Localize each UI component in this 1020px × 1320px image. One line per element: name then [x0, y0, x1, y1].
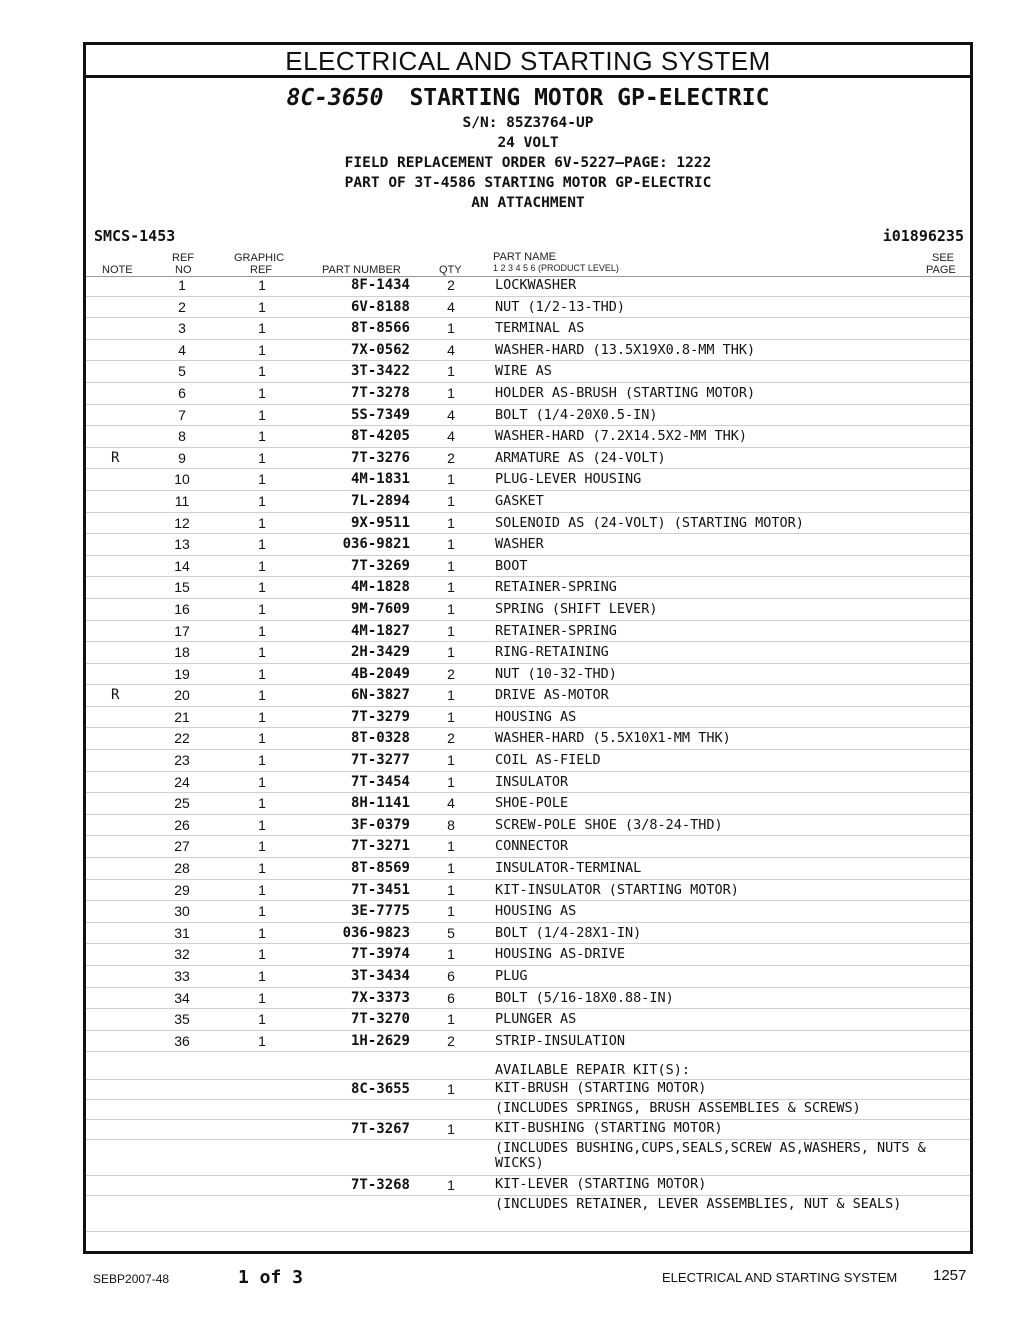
- table-row: [86, 858, 970, 880]
- kit-part-number: 7T-3267: [350, 1121, 410, 1137]
- kit-detail: (INCLUDES RETAINER, LEVER ASSEMBLIES, NUT & SEALS): [495, 1196, 902, 1212]
- row-ref-no: 28: [174, 860, 190, 877]
- kit-detail-row: [86, 1100, 970, 1120]
- table-row: [86, 750, 970, 772]
- document-id: i01896235: [882, 227, 964, 245]
- row-part-number: 7T-3278: [350, 384, 410, 401]
- row-qty: 2: [447, 1032, 455, 1049]
- row-part-number: 036-9823: [342, 924, 410, 941]
- row-ref-no: 16: [174, 600, 190, 617]
- row-qty: 1: [447, 600, 455, 617]
- kit-part-number: 7T-3268: [350, 1177, 410, 1193]
- row-ref-no: 26: [174, 816, 190, 833]
- col-part-name: PART NAME: [493, 251, 556, 263]
- row-graphic-ref: 1: [258, 730, 266, 747]
- table-row: [86, 383, 970, 405]
- row-qty: 1: [447, 903, 455, 920]
- row-part-name: WASHER-HARD (13.5X19X0.8-MM THK): [495, 341, 756, 358]
- row-qty: 6: [447, 989, 455, 1006]
- row-part-name: RING-RETAINING: [495, 644, 609, 661]
- row-qty: 1: [447, 384, 455, 401]
- table-row: [86, 340, 970, 362]
- table-row: [86, 534, 970, 556]
- table-row: [86, 901, 970, 923]
- col-product-level: 1 2 3 4 5 6 (PRODUCT LEVEL): [493, 263, 619, 273]
- kit-row: [86, 1080, 970, 1100]
- col-ref-top: REF: [172, 252, 194, 264]
- row-ref-no: 23: [174, 752, 190, 769]
- table-row: [86, 664, 970, 686]
- col-gref-top: GRAPHIC: [234, 252, 285, 264]
- row-graphic-ref: 1: [258, 708, 266, 725]
- row-ref-no: 12: [174, 514, 190, 531]
- footer-document-number: SEBP2007-48: [93, 1272, 170, 1286]
- row-qty: 1: [447, 363, 455, 380]
- table-row: [86, 793, 970, 815]
- parts-header: [86, 85, 970, 213]
- row-graphic-ref: 1: [258, 903, 266, 920]
- row-graphic-ref: 1: [258, 536, 266, 553]
- row-graphic-ref: 1: [258, 968, 266, 984]
- row-qty: 1: [447, 644, 455, 661]
- row-qty: 1: [447, 946, 455, 963]
- row-ref-no: 30: [174, 903, 190, 920]
- row-qty: 6: [447, 968, 455, 984]
- row-graphic-ref: 1: [258, 557, 266, 574]
- row-part-number: 8F-1434: [350, 277, 410, 293]
- row-qty: 1: [447, 1011, 455, 1028]
- row-part-number: 8T-8569: [350, 860, 410, 877]
- row-graphic-ref: 1: [258, 449, 266, 466]
- row-part-name: WASHER-HARD (5.5X10X1-MM THK): [495, 730, 731, 747]
- row-ref-no: 19: [174, 665, 190, 682]
- row-graphic-ref: 1: [258, 363, 266, 380]
- table-row: [86, 448, 970, 470]
- table-row: [86, 642, 970, 664]
- row-part-number: 8H-1141: [350, 795, 410, 812]
- table-row: [86, 772, 970, 794]
- row-part-number: 2H-3429: [350, 644, 410, 661]
- parts-page-frame: [83, 42, 973, 1254]
- kit-detail: (INCLUDES BUSHING,CUPS,SEALS,SCREW AS,WASHERS, NUTS & WICKS): [495, 1140, 926, 1171]
- row-qty: 1: [447, 773, 455, 790]
- row-qty: 1: [447, 622, 455, 639]
- row-part-number: 7T-3451: [350, 881, 410, 898]
- row-graphic-ref: 1: [258, 795, 266, 812]
- row-part-name: BOLT (1/4-28X1-IN): [495, 924, 642, 941]
- row-part-number: 8T-4205: [350, 428, 410, 445]
- kits-heading-row: [86, 1050, 970, 1080]
- kit-part-number: 8C-3655: [350, 1081, 410, 1097]
- row-qty: 1: [447, 860, 455, 877]
- table-row: [86, 469, 970, 491]
- row-part-number: 7T-3454: [350, 773, 410, 790]
- row-ref-no: 32: [174, 946, 190, 963]
- table-row: [86, 275, 970, 297]
- table-row: [86, 707, 970, 729]
- kit-name: KIT-BRUSH (STARTING MOTOR): [495, 1080, 707, 1096]
- row-part-number: 8T-0328: [350, 730, 410, 747]
- table-row: [86, 318, 970, 340]
- row-qty: 2: [447, 665, 455, 682]
- row-ref-no: 17: [174, 622, 190, 639]
- row-qty: 1: [447, 708, 455, 725]
- row-note: R: [111, 687, 120, 704]
- row-part-name: BOLT (5/16-18X0.88-IN): [495, 989, 674, 1006]
- group-part-number: 8C-3650: [286, 85, 384, 111]
- table-row: [86, 426, 970, 448]
- row-graphic-ref: 1: [258, 406, 266, 423]
- row-graphic-ref: 1: [258, 687, 266, 704]
- row-graphic-ref: 1: [258, 320, 266, 337]
- table-row: [86, 599, 970, 621]
- row-ref-no: 18: [174, 644, 190, 661]
- row-graphic-ref: 1: [258, 665, 266, 682]
- row-qty: 1: [447, 536, 455, 553]
- kit-qty: 1: [447, 1121, 455, 1137]
- row-part-name: PLUG: [495, 968, 528, 984]
- row-part-number: 1H-2629: [350, 1032, 410, 1049]
- row-part-name: SPRING (SHIFT LEVER): [495, 600, 658, 617]
- row-part-name: INSULATOR-TERMINAL: [495, 860, 642, 877]
- row-part-number: 7X-0562: [350, 341, 410, 358]
- row-part-name: RETAINER-SPRING: [495, 579, 617, 596]
- row-graphic-ref: 1: [258, 492, 266, 509]
- row-graphic-ref: 1: [258, 600, 266, 617]
- table-row: [86, 944, 970, 966]
- row-part-name: DRIVE AS-MOTOR: [495, 687, 609, 704]
- row-part-number: 5S-7349: [350, 406, 410, 423]
- row-qty: 2: [447, 277, 455, 293]
- row-ref-no: 3: [178, 320, 186, 337]
- row-part-name: COIL AS-FIELD: [495, 752, 601, 769]
- row-qty: 5: [447, 924, 455, 941]
- row-graphic-ref: 1: [258, 1011, 266, 1028]
- row-graphic-ref: 1: [258, 838, 266, 855]
- row-part-name: PLUNGER AS: [495, 1011, 577, 1028]
- row-qty: 1: [447, 514, 455, 531]
- kit-qty: 1: [447, 1081, 455, 1097]
- row-ref-no: 1: [178, 277, 186, 293]
- row-ref-no: 29: [174, 881, 190, 898]
- table-row: [86, 577, 970, 599]
- kit-qty: 1: [447, 1177, 455, 1193]
- row-qty: 4: [447, 341, 455, 358]
- row-part-name: GASKET: [495, 492, 544, 509]
- row-qty: 1: [447, 838, 455, 855]
- row-qty: 2: [447, 730, 455, 747]
- row-ref-no: 8: [178, 428, 186, 445]
- row-graphic-ref: 1: [258, 989, 266, 1006]
- row-part-number: 8T-8566: [350, 320, 410, 337]
- row-part-name: KIT-INSULATOR (STARTING MOTOR): [495, 881, 739, 898]
- row-part-number: 7T-3271: [350, 838, 410, 855]
- col-ref-bottom: NO: [175, 264, 192, 276]
- row-part-name: WIRE AS: [495, 363, 552, 380]
- row-ref-no: 27: [174, 838, 190, 855]
- row-part-number: 7T-3277: [350, 752, 410, 769]
- row-ref-no: 31: [174, 924, 190, 941]
- row-ref-no: 2: [178, 298, 186, 315]
- row-part-number: 3T-3422: [350, 363, 410, 380]
- kit-detail-row: [86, 1140, 970, 1176]
- row-part-number: 7L-2894: [350, 492, 410, 509]
- row-note: R: [111, 449, 120, 466]
- row-graphic-ref: 1: [258, 341, 266, 358]
- row-part-name: PLUG-LEVER HOUSING: [495, 471, 642, 488]
- row-graphic-ref: 1: [258, 579, 266, 596]
- row-graphic-ref: 1: [258, 773, 266, 790]
- row-part-number: 9M-7609: [350, 600, 410, 617]
- col-part-number: PART NUMBER: [322, 264, 401, 276]
- row-part-number: 4M-1828: [350, 579, 410, 596]
- row-graphic-ref: 1: [258, 428, 266, 445]
- row-ref-no: 5: [178, 363, 186, 380]
- kit-name: KIT-BUSHING (STARTING MOTOR): [495, 1120, 723, 1136]
- row-graphic-ref: 1: [258, 752, 266, 769]
- table-row: [86, 966, 970, 988]
- row-ref-no: 33: [174, 968, 190, 984]
- row-qty: 4: [447, 795, 455, 812]
- row-qty: 1: [447, 557, 455, 574]
- row-part-number: 4M-1827: [350, 622, 410, 639]
- row-qty: 1: [447, 492, 455, 509]
- col-gref-bottom: REF: [250, 264, 272, 276]
- kits-heading: AVAILABLE REPAIR KIT(S):: [495, 1062, 691, 1078]
- row-graphic-ref: 1: [258, 881, 266, 898]
- part-of-line: PART OF 3T-4586 STARTING MOTOR GP-ELECTRIC: [344, 175, 712, 191]
- row-part-name: CONNECTOR: [495, 838, 569, 855]
- table-row: [86, 405, 970, 427]
- row-qty: 1: [447, 687, 455, 704]
- row-part-number: 036-9821: [342, 536, 410, 553]
- row-ref-no: 15: [174, 579, 190, 596]
- column-headers: [86, 250, 970, 277]
- table-row: [86, 361, 970, 383]
- row-graphic-ref: 1: [258, 644, 266, 661]
- row-part-number: 7T-3279: [350, 708, 410, 725]
- row-qty: 4: [447, 298, 455, 315]
- row-part-number: 9X-9511: [350, 514, 410, 531]
- table-row: [86, 815, 970, 837]
- row-graphic-ref: 1: [258, 1032, 266, 1049]
- attachment-line: AN ATTACHMENT: [471, 195, 585, 211]
- row-part-number: 6N-3827: [350, 687, 410, 704]
- row-graphic-ref: 1: [258, 946, 266, 963]
- table-row: [86, 880, 970, 902]
- row-ref-no: 13: [174, 536, 190, 553]
- row-graphic-ref: 1: [258, 622, 266, 639]
- row-part-name: HOUSING AS: [495, 903, 577, 920]
- table-row: [86, 556, 970, 578]
- row-ref-no: 20: [174, 687, 190, 704]
- repair-kits: [86, 1050, 970, 1232]
- row-graphic-ref: 1: [258, 277, 266, 293]
- table-row: [86, 988, 970, 1010]
- col-note: NOTE: [102, 264, 133, 276]
- row-ref-no: 21: [174, 708, 190, 725]
- row-graphic-ref: 1: [258, 816, 266, 833]
- kit-name: KIT-LEVER (STARTING MOTOR): [495, 1176, 707, 1192]
- row-qty: 4: [447, 428, 455, 445]
- table-row: [86, 685, 970, 707]
- row-ref-no: 9: [178, 449, 186, 466]
- row-ref-no: 11: [174, 492, 190, 509]
- row-ref-no: 25: [174, 795, 190, 812]
- row-part-number: 7T-3974: [350, 946, 410, 963]
- row-ref-no: 10: [174, 471, 190, 488]
- row-part-number: 4M-1831: [350, 471, 410, 488]
- kit-detail: (INCLUDES SPRINGS, BRUSH ASSEMBLIES & SCREWS): [495, 1100, 861, 1116]
- table-row: [86, 491, 970, 513]
- row-part-name: SHOE-POLE: [495, 795, 569, 812]
- kit-row: [86, 1176, 970, 1196]
- row-part-name: HOUSING AS-DRIVE: [495, 946, 626, 963]
- row-part-name: NUT (1/2-13-THD): [495, 298, 626, 315]
- row-part-name: SCREW-POLE SHOE (3/8-24-THD): [495, 816, 723, 833]
- row-graphic-ref: 1: [258, 298, 266, 315]
- row-ref-no: 7: [178, 406, 186, 423]
- section-title: ELECTRICAL AND STARTING SYSTEM: [86, 45, 970, 78]
- row-part-name: WASHER-HARD (7.2X14.5X2-MM THK): [495, 428, 747, 445]
- row-part-name: SOLENOID AS (24-VOLT) (STARTING MOTOR): [495, 514, 804, 531]
- row-part-number: 4B-2049: [350, 665, 410, 682]
- row-part-number: 7T-3270: [350, 1011, 410, 1028]
- col-see-top: SEE: [932, 252, 955, 264]
- row-qty: 4: [447, 406, 455, 423]
- row-part-number: 6V-8188: [350, 298, 410, 315]
- footer-page-of: 1 of 3: [238, 1267, 304, 1288]
- table-row: [86, 923, 970, 945]
- row-graphic-ref: 1: [258, 384, 266, 401]
- row-qty: 1: [447, 320, 455, 337]
- table-row: [86, 836, 970, 858]
- page-title: [86, 85, 970, 111]
- row-graphic-ref: 1: [258, 514, 266, 531]
- row-graphic-ref: 1: [258, 924, 266, 941]
- row-qty: 1: [447, 579, 455, 596]
- kit-row: [86, 1120, 970, 1140]
- row-part-number: 3E-7775: [350, 903, 410, 920]
- row-qty: 1: [447, 752, 455, 769]
- row-part-name: TERMINAL AS: [495, 320, 585, 337]
- row-part-name: HOLDER AS-BRUSH (STARTING MOTOR): [495, 384, 756, 401]
- smcs-code: SMCS-1453: [94, 227, 176, 245]
- row-part-name: BOLT (1/4-20X0.5-IN): [495, 406, 658, 423]
- row-part-name: HOUSING AS: [495, 708, 577, 725]
- row-part-number: 7X-3373: [350, 989, 410, 1006]
- row-part-number: 7T-3276: [350, 449, 410, 466]
- table-row: [86, 513, 970, 535]
- table-row: [86, 1009, 970, 1031]
- row-part-name: WASHER: [495, 536, 544, 553]
- table-row: [86, 621, 970, 643]
- row-ref-no: 14: [174, 557, 190, 574]
- row-part-name: BOOT: [495, 557, 528, 574]
- row-ref-no: 22: [174, 730, 190, 747]
- row-part-number: 7T-3269: [350, 557, 410, 574]
- row-graphic-ref: 1: [258, 471, 266, 488]
- field-replacement-line: FIELD REPLACEMENT ORDER 6V-5227—PAGE: 1222: [344, 155, 712, 171]
- row-graphic-ref: 1: [258, 860, 266, 877]
- group-title: STARTING MOTOR GP-ELECTRIC: [409, 85, 770, 111]
- table-row: [86, 728, 970, 750]
- parts-table: [86, 275, 970, 1052]
- row-qty: 1: [447, 471, 455, 488]
- row-qty: 2: [447, 449, 455, 466]
- row-part-name: LOCKWASHER: [495, 277, 577, 293]
- col-see-bottom: PAGE: [926, 264, 956, 276]
- serial-line: S/N: 85Z3764-UP: [462, 115, 594, 131]
- voltage-line: 24 VOLT: [497, 135, 559, 151]
- footer-page-number: 1257: [933, 1267, 967, 1284]
- row-part-name: ARMATURE AS (24-VOLT): [495, 449, 666, 466]
- row-ref-no: 36: [174, 1032, 190, 1049]
- row-ref-no: 6: [178, 384, 186, 401]
- row-part-name: STRIP-INSULATION: [495, 1032, 626, 1049]
- row-ref-no: 4: [178, 341, 186, 358]
- kit-detail-row: [86, 1196, 970, 1232]
- row-qty: 1: [447, 881, 455, 898]
- row-qty: 8: [447, 816, 455, 833]
- row-ref-no: 34: [174, 989, 190, 1006]
- row-part-name: INSULATOR: [495, 773, 569, 790]
- col-qty: QTY: [439, 264, 462, 276]
- row-ref-no: 24: [174, 773, 190, 790]
- footer-section: ELECTRICAL AND STARTING SYSTEM: [662, 1270, 898, 1285]
- row-part-number: 3T-3434: [350, 968, 410, 984]
- row-ref-no: 35: [174, 1011, 190, 1028]
- table-row: [86, 297, 970, 319]
- row-part-name: NUT (10-32-THD): [495, 665, 617, 682]
- row-part-name: RETAINER-SPRING: [495, 622, 617, 639]
- row-part-number: 3F-0379: [350, 816, 410, 833]
